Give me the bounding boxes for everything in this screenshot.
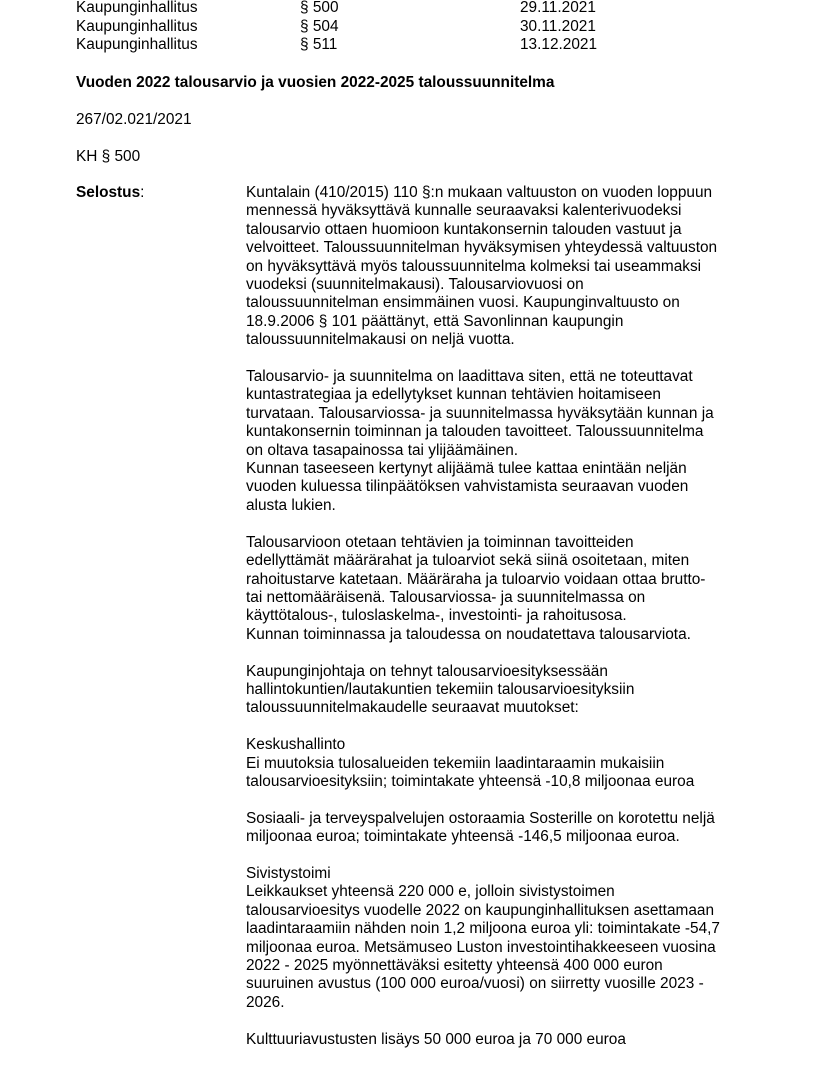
paragraph: Sosiaali- ja terveyspalvelujen ostoraamia Sosterille on korotettu neljä miljoonaa euroa; toimintakate yhteensä -146,5 miljoonaa euroa. — [246, 809, 715, 846]
paragraph: Talousarvio- ja suunnitelma on laadittava siten, että ne toteuttavat kuntastrategiaa ja edellytykset kunnan tehtävien hoitamiseen turvataan. Talousarviossa- ja suunnitelmassa hyväksytään kunnan ja kuntakonsernin toiminnan ja talouden tavoitteet. Taloussuunnitelma on oltava tasapainossa tai ylijäämäinen. Kunnan taseeseen kertynyt alijäämä tulee kattaa enintään neljän vuoden kuluessa tilinpäätöksen vahvistamista seuraavan vuoden alusta lukien. — [246, 368, 714, 514]
meeting-date: 13.12.2021 — [520, 36, 598, 53]
meeting-body: Kaupunginhallitus — [76, 0, 198, 16]
meeting-section: § 500 — [300, 0, 339, 16]
meeting-section: § 504 — [300, 17, 339, 35]
paragraph: Sivistystoimi Leikkaukset yhteensä 220 000 e, jolloin sivistystoimen talousarvioesitys vuodelle 2022 on kaupunginhallituksen asettamaan laadintaraamiin nähden noin 1,2 miljoona euroa yli: toimintakate -54,7 miljoonaa euroa. Metsämuseo Luston investointihakkeeseen vuosina 2022 - 2025 myönnettäväksi esitetty yhteensä 400 000 euron suuruinen avustus (100 000 euroa/vuosi) on siirretty vuosille 2023 - 2026. — [246, 864, 720, 1011]
table-row — [76, 18, 597, 37]
meeting-body: Kaupunginhallitus — [76, 36, 198, 53]
table-row — [76, 0, 597, 18]
paragraph: Kuntalain (410/2015) 110 §:n mukaan valtuuston on vuoden loppuun mennessä hyväksyttävä kunnalle seuraavaksi kalenterivuodeksi talousarvio ottaen huomioon kuntakonsernin talouden vastuut ja velvoitteet. Taloussuunnitelman hyväksymisen yhteydessä valtuuston on hyväksyttävä myös taloussuunnitelma kolmeksi tai useammaksi vuodeksi (suunnitelmakausi). Talousarviovuosi on taloussuunnitelman ensimmäinen vuosi. Kaupunginvaltuusto on 18.9.2006 § 101 päättänyt, että Savonlinnan kaupungin taloussuunnitelmakausi on neljä vuotta. — [246, 184, 718, 349]
meeting-history-table — [76, 0, 597, 55]
meeting-date: 29.11.2021 — [520, 0, 596, 16]
paragraph: Kaupunginjohtaja on tehnyt talousarvioesityksessään hallintokuntien/lautakuntien tekemiin talousarvioesityksiin taloussuunnitelmakaudelle seuraavat muutokset: — [246, 662, 635, 717]
meeting-body: Kaupunginhallitus — [76, 17, 198, 35]
section-label — [76, 184, 144, 202]
explanation-body — [246, 184, 746, 1067]
table-row — [76, 36, 597, 55]
kh-reference: KH § 500 — [76, 148, 141, 165]
diary-number: 267/02.021/2021 — [76, 111, 192, 128]
paragraph: Kulttuuriavustusten lisäys 50 000 euroa ja 70 000 euroa — [246, 1030, 626, 1048]
paragraph: Keskushallinto Ei muutoksia tulosalueiden tekemiin laadintaraamin mukaisiin talousarvioesityksiin; toimintakate yhteensä -10,8 miljoonaa euroa — [246, 736, 695, 790]
section-label-colon: : — [140, 184, 145, 201]
meeting-section: § 511 — [300, 36, 338, 53]
paragraph: Talousarvioon otetaan tehtävien ja toiminnan tavoitteiden edellyttämät määrärahat ja tuloarviot sekä siinä osoitetaan, miten rahoitustarve katetaan. Määräraha ja tuloarvio voidaan ottaa brutto- tai nettomääräisenä. Talousarviossa- ja suunnitelmassa on käyttötalous-, tuloslaskelma-, investointi- ja rahoitusosa. Kunnan toiminnassa ja taloudessa on noudatettava talousarviota. — [246, 533, 706, 643]
meeting-date: 30.11.2021 — [520, 17, 596, 35]
section-label-text: Selostus — [76, 184, 141, 201]
document-title: Vuoden 2022 talousarvio ja vuosien 2022-2025 taloussuunnitelma — [76, 74, 555, 91]
